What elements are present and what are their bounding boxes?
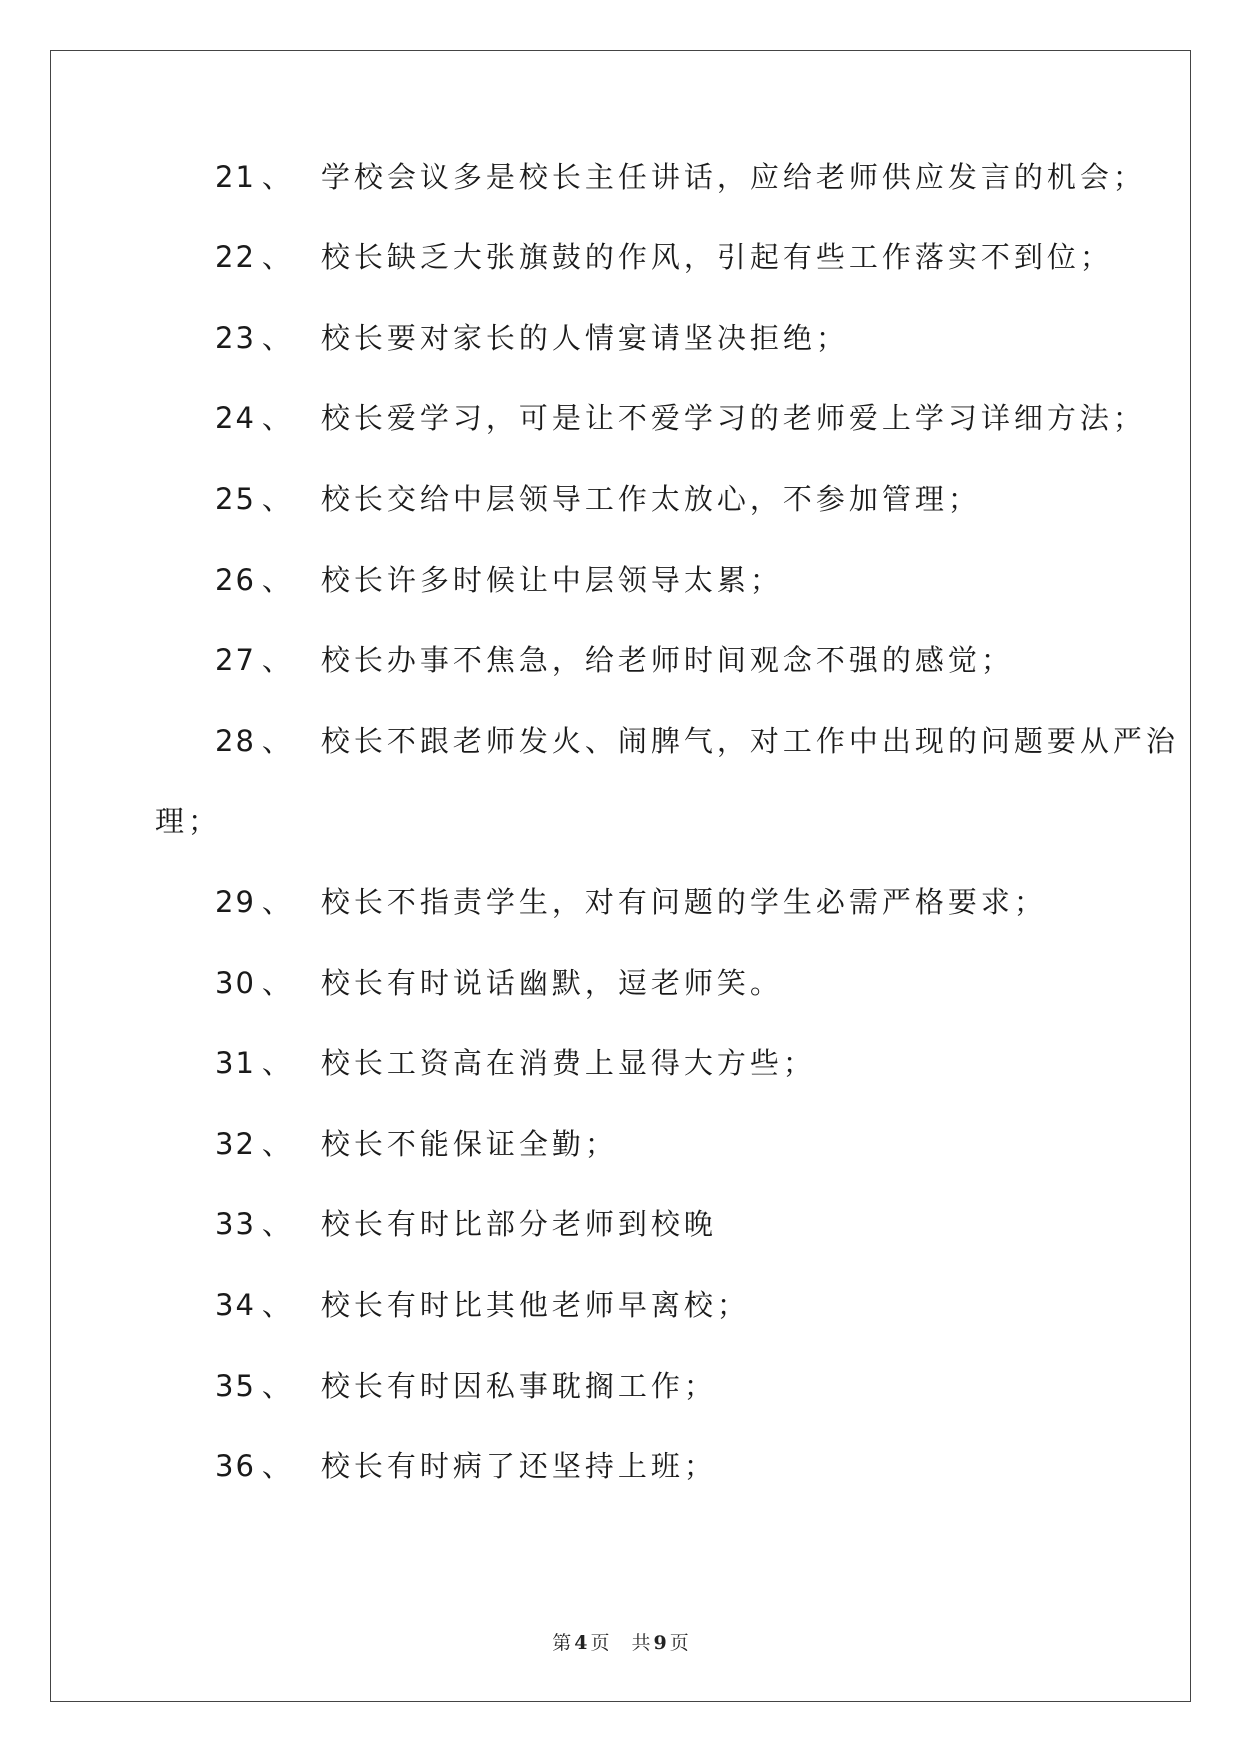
- item-number: 34: [215, 1288, 256, 1322]
- item-separator: 、: [261, 1046, 295, 1080]
- item-number: 23: [215, 321, 256, 355]
- item-text: 校长不能保证全勤；: [320, 1127, 618, 1161]
- item-text: 校长爱学习，可是让不爱学习的老师爱上学习详细方法；: [320, 401, 1146, 435]
- item-text: 校长有时病了还坚持上班；: [320, 1449, 717, 1483]
- item-separator: 、: [261, 966, 295, 1000]
- item-number: 26: [215, 563, 256, 597]
- item-text: 校长工资高在消费上显得大方些；: [320, 1046, 816, 1080]
- list-item: [215, 479, 981, 519]
- item-text: 校长有时比部分老师到校晚: [320, 1207, 717, 1241]
- item-separator: 、: [261, 321, 295, 355]
- item-number: 33: [215, 1207, 256, 1241]
- total-page-number: 9: [653, 1632, 667, 1654]
- item-number: 30: [215, 966, 256, 1000]
- item-separator: 、: [261, 1288, 295, 1322]
- item-number: 27: [215, 643, 256, 677]
- item-separator: 、: [261, 885, 295, 919]
- footer-total-prefix: 共: [631, 1632, 651, 1654]
- item-separator: 、: [261, 1207, 295, 1241]
- item-text-continuation: 理；: [155, 804, 222, 838]
- item-text: 校长不跟老师发火、闹脾气，对工作中出现的问题要从严治: [320, 724, 1179, 758]
- item-number: 29: [215, 885, 256, 919]
- list-item: [215, 1285, 750, 1325]
- item-separator: 、: [261, 1449, 295, 1483]
- footer-page-word: 页: [590, 1632, 610, 1654]
- list-item: [215, 963, 783, 1003]
- item-number: 36: [215, 1449, 256, 1483]
- item-separator: 、: [261, 160, 295, 194]
- list-item: [215, 560, 783, 600]
- item-separator: 、: [261, 1127, 295, 1161]
- item-number: 28: [215, 724, 256, 758]
- list-item: [215, 318, 849, 358]
- item-text: 校长许多时候让中层领导太累；: [320, 563, 783, 597]
- item-separator: 、: [261, 482, 295, 516]
- list-item: [215, 882, 1047, 922]
- footer-total-suffix: 页: [669, 1632, 689, 1654]
- item-number: 31: [215, 1046, 256, 1080]
- list-item: [215, 1366, 717, 1406]
- item-text: 校长有时比其他老师早离校；: [320, 1288, 750, 1322]
- page-footer: [0, 1628, 1241, 1655]
- item-separator: 、: [261, 724, 295, 758]
- item-number: 21: [215, 160, 256, 194]
- item-separator: 、: [261, 563, 295, 597]
- list-item: [215, 157, 1146, 197]
- current-page-number: 4: [574, 1632, 588, 1654]
- list-item: [215, 1204, 717, 1244]
- item-separator: 、: [261, 1369, 295, 1403]
- list-item: [215, 1446, 717, 1486]
- item-number: 22: [215, 240, 256, 274]
- item-number: 24: [215, 401, 256, 435]
- item-number: 35: [215, 1369, 256, 1403]
- item-text: 校长办事不焦急，给老师时间观念不强的感觉；: [320, 643, 1014, 677]
- item-number: 32: [215, 1127, 256, 1161]
- item-text: 学校会议多是校长主任讲话，应给老师供应发言的机会；: [320, 160, 1146, 194]
- item-separator: 、: [261, 240, 295, 274]
- list-item: [215, 398, 1146, 438]
- item-separator: 、: [261, 643, 295, 677]
- item-text: 校长缺乏大张旗鼓的作风，引起有些工作落实不到位；: [320, 240, 1113, 274]
- item-text: 校长有时因私事耽搁工作；: [320, 1369, 717, 1403]
- list-item: [215, 1124, 618, 1164]
- item-text: 校长不指责学生，对有问题的学生必需严格要求；: [320, 885, 1047, 919]
- item-text: 校长交给中层领导工作太放心，不参加管理；: [320, 482, 981, 516]
- item-separator: 、: [261, 401, 295, 435]
- item-text: 校长有时说话幽默，逗老师笑。: [320, 966, 783, 1000]
- list-item: [215, 721, 1179, 761]
- list-item: [215, 1043, 816, 1083]
- footer-prefix: 第: [552, 1632, 572, 1654]
- list-item: [215, 640, 1014, 680]
- item-text: 校长要对家长的人情宴请坚决拒绝；: [320, 321, 849, 355]
- list-item: [215, 237, 1113, 277]
- item-number: 25: [215, 482, 256, 516]
